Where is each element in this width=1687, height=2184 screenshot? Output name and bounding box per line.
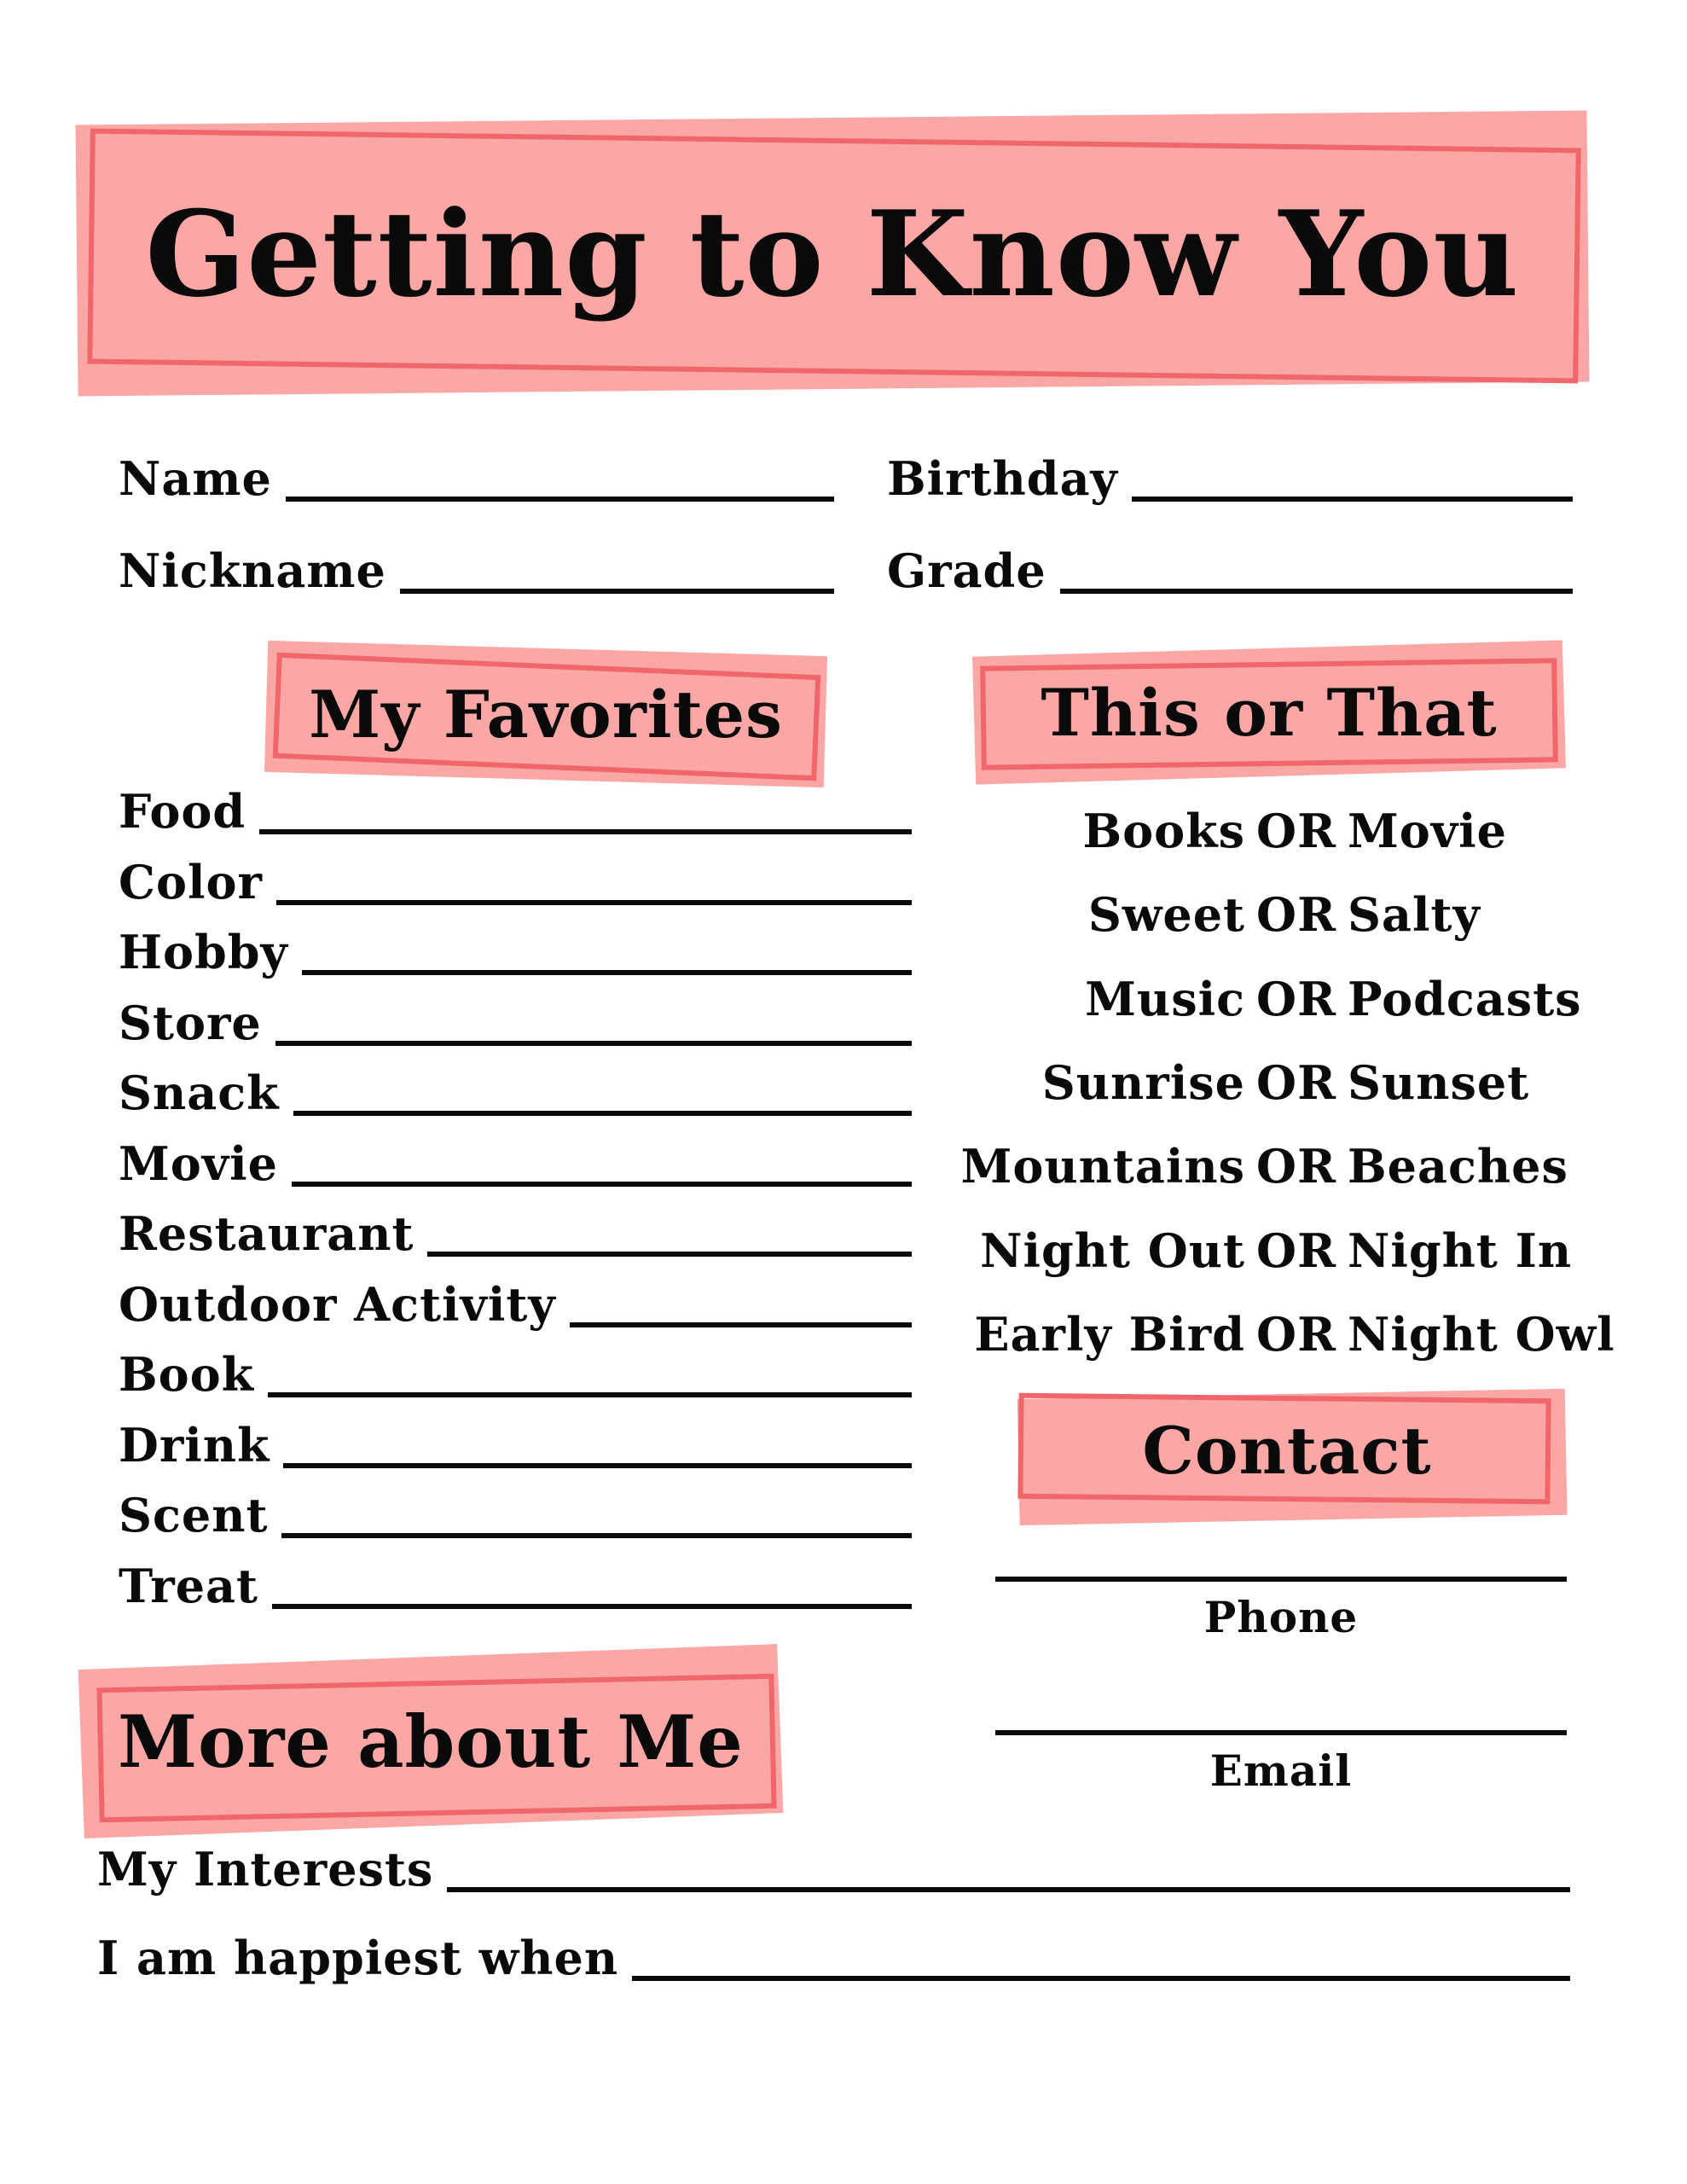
this-option: Night Out (980, 1223, 1245, 1278)
favorite-row-restaurant (119, 1205, 912, 1261)
this-option: Sunrise (1041, 1054, 1245, 1110)
contact-banner (1013, 1387, 1561, 1513)
contact-title: Contact (1142, 1412, 1432, 1489)
that-option: Movie (1348, 804, 1508, 858)
favorite-label: Treat (119, 1558, 258, 1613)
favorite-label: Food (119, 784, 246, 839)
my-interests-blank-line (447, 1836, 1570, 1892)
or-separator: OR (1256, 887, 1336, 943)
title-banner (77, 118, 1588, 389)
or-separator: OR (1256, 1054, 1336, 1110)
nickname-blank-line (400, 534, 834, 594)
this-option: Books (1082, 804, 1245, 858)
or-separator: OR (1256, 1223, 1336, 1278)
this-or-that-row (925, 1052, 1667, 1113)
favorite-blank-line (268, 1341, 912, 1397)
email-blank-line (995, 1730, 1567, 1735)
this-or-that-row (925, 884, 1667, 945)
my-interests-label: My Interests (97, 1842, 434, 1896)
favorite-row-outdoor-activity (119, 1276, 912, 1332)
happiest-when-row (97, 1930, 1570, 1985)
favorite-label: Snack (119, 1066, 280, 1120)
email-label: Email (1209, 1745, 1353, 1796)
this-option: Music (1085, 971, 1245, 1026)
this-option: Sweet (1087, 887, 1245, 943)
birthday-label: Birthday (887, 451, 1118, 506)
favorite-label: Outdoor Activity (119, 1276, 556, 1332)
favorite-label: Movie (119, 1136, 279, 1191)
that-option: Sunset (1348, 1054, 1530, 1110)
favorite-row-movie (119, 1136, 912, 1191)
grade-row (887, 539, 1573, 598)
favorite-row-drink (119, 1417, 912, 1472)
this-or-that-row (925, 1136, 1667, 1197)
or-separator: OR (1256, 1306, 1336, 1362)
favorite-label: Color (119, 854, 263, 909)
grade-label: Grade (887, 543, 1046, 598)
favorite-row-scent (119, 1487, 912, 1542)
favorite-label: Store (119, 995, 262, 1050)
grade-blank-line (1060, 534, 1573, 594)
happiest-when-blank-line (632, 1925, 1570, 1981)
favorite-blank-line (570, 1271, 912, 1327)
or-separator: OR (1256, 971, 1336, 1026)
birthday-row (887, 447, 1573, 506)
favorite-row-hobby (119, 924, 912, 979)
this-or-that-row (925, 1220, 1667, 1281)
this-or-that-row (925, 1304, 1667, 1365)
more-about-me-title: More about Me (118, 1699, 744, 1784)
or-separator: OR (1256, 1139, 1336, 1194)
that-option: Beaches (1348, 1139, 1568, 1194)
favorite-blank-line (302, 919, 912, 975)
favorite-row-color (119, 854, 912, 909)
this-or-that-title: This or That (1041, 674, 1498, 751)
this-or-that-banner (974, 648, 1564, 776)
more-about-me-banner (81, 1657, 780, 1826)
name-label: Name (119, 451, 272, 506)
favorites-title: My Favorites (309, 676, 783, 752)
favorites-banner (266, 648, 826, 780)
favorite-blank-line (281, 1482, 912, 1538)
favorite-blank-line (292, 1130, 912, 1187)
phone-label: Phone (1203, 1592, 1359, 1642)
favorite-row-store (119, 995, 912, 1050)
favorite-blank-line (276, 849, 912, 905)
favorite-label: Drink (119, 1417, 270, 1472)
favorite-label: Book (119, 1347, 255, 1402)
favorite-row-food (119, 783, 912, 839)
favorite-blank-line (275, 990, 912, 1046)
favorite-row-book (119, 1346, 912, 1402)
this-or-that-row (925, 800, 1667, 862)
favorite-label: Scent (119, 1488, 269, 1542)
that-option: Salty (1348, 887, 1481, 943)
that-option: Night Owl (1348, 1306, 1615, 1362)
favorite-blank-line (272, 1553, 912, 1609)
favorite-blank-line (427, 1200, 912, 1257)
or-separator: OR (1256, 804, 1336, 858)
this-option: Early Bird (974, 1306, 1245, 1362)
this-or-that-row (925, 968, 1667, 1030)
phone-blank-line (995, 1577, 1567, 1582)
favorite-label: Restaurant (119, 1206, 415, 1261)
page-title: Getting to Know You (145, 183, 1520, 323)
favorite-blank-line (293, 1060, 912, 1116)
my-interests-row (97, 1841, 1570, 1896)
favorite-label: Hobby (119, 925, 288, 979)
favorite-blank-line (283, 1412, 912, 1468)
birthday-blank-line (1132, 442, 1573, 502)
nickname-row (119, 539, 834, 598)
nickname-label: Nickname (119, 543, 386, 598)
happiest-when-label: I am happiest when (97, 1931, 619, 1985)
favorite-row-snack (119, 1065, 912, 1120)
this-option: Mountains (960, 1139, 1245, 1194)
name-blank-line (286, 442, 834, 502)
that-option: Night In (1348, 1223, 1573, 1278)
that-option: Podcasts (1348, 971, 1582, 1026)
favorite-row-treat (119, 1558, 912, 1613)
name-row (119, 447, 834, 506)
